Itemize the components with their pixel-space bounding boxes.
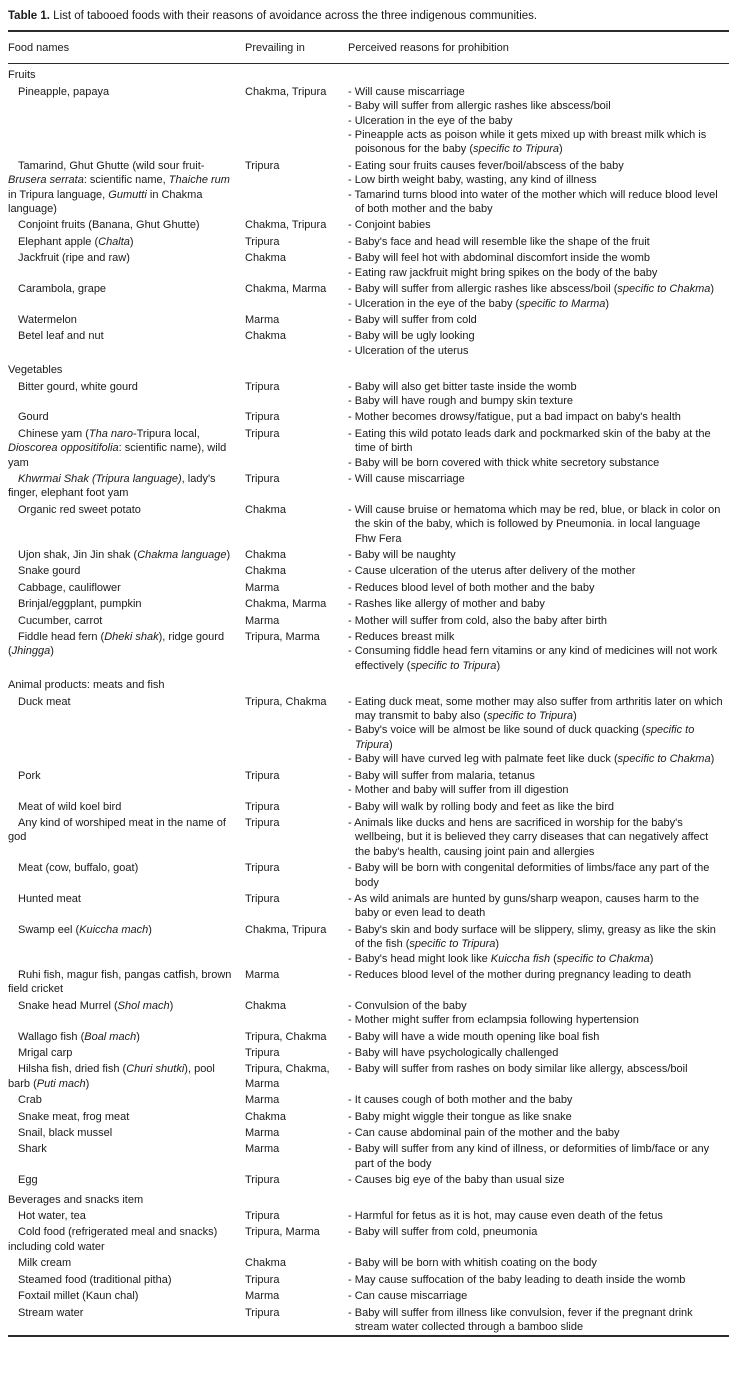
reasons-cell bbox=[348, 1029, 729, 1045]
table-row bbox=[8, 158, 729, 218]
food-name-cell: Stream water bbox=[18, 1306, 84, 1319]
table-title bbox=[8, 7, 729, 32]
prevailing-in-cell: Tripura bbox=[245, 159, 280, 172]
prevailing-in-cell: Marma bbox=[245, 313, 280, 326]
reasons-cell bbox=[348, 281, 729, 312]
reasons-cell bbox=[348, 563, 729, 579]
table-row bbox=[8, 694, 729, 768]
table-row bbox=[8, 998, 729, 1029]
table-row bbox=[8, 967, 729, 998]
table-row bbox=[8, 1061, 729, 1092]
reason-item: - Will cause miscarriage bbox=[348, 85, 465, 98]
prevailing-in-cell: Tripura bbox=[245, 1174, 280, 1187]
food-name-cell: Chinese yam (Tha naro-Tripura local, Dioscorea oppositifolia: scientific name), wild yam bbox=[8, 427, 227, 469]
table-row bbox=[8, 629, 729, 674]
reason-item: - Baby will suffer from illness like convulsion, fever if the pregnant drink stream water collected through a bamboo slide bbox=[348, 1306, 693, 1333]
table-row bbox=[8, 613, 729, 629]
prevailing-in-cell: Chakma, Tripura bbox=[245, 85, 327, 98]
reasons-cell bbox=[348, 596, 729, 612]
reason-item: - Mother becomes drowsy/fatigue, put a bad impact on baby's health bbox=[348, 411, 681, 424]
table-row bbox=[8, 1045, 729, 1061]
reason-item: - Baby will be born with whitish coating on the body bbox=[348, 1257, 597, 1270]
reasons-cell bbox=[348, 613, 729, 629]
reason-item: - Baby will suffer from allergic rashes like abscess/boil (specific to Chakma) bbox=[348, 283, 715, 296]
prevailing-in-cell: Marma bbox=[245, 968, 280, 981]
prevailing-in-cell: Tripura bbox=[245, 235, 280, 248]
reason-item: - Harmful for fetus as it is hot, may cause even death of the fetus bbox=[348, 1210, 663, 1223]
reason-item: - Baby will suffer from rashes on body similar like allergy, abscess/boil bbox=[348, 1063, 688, 1076]
food-name-cell: Hilsha fish, dried fish (Churi shutki), pool barb (Puti mach) bbox=[8, 1063, 215, 1090]
reasons-cell bbox=[348, 967, 729, 998]
food-name-cell: Watermelon bbox=[18, 313, 77, 326]
prevailing-in-cell: Marma bbox=[245, 1127, 280, 1140]
table-row bbox=[8, 328, 729, 359]
reason-item: - Baby will have psychologically challenged bbox=[348, 1047, 559, 1059]
prevailing-in-cell: Marma bbox=[245, 1290, 280, 1303]
reason-item: - Consuming fiddle head fern vitamins or any kind of medicines will not work effectively (specific to Tripura) bbox=[348, 645, 718, 672]
table-number-label: Table 1. bbox=[8, 10, 50, 22]
table-row bbox=[8, 799, 729, 815]
reasons-cell bbox=[348, 580, 729, 596]
table-row bbox=[8, 596, 729, 612]
section-row bbox=[8, 674, 729, 693]
reason-item: - Mother might suffer from eclampsia following hypertension bbox=[348, 1014, 639, 1027]
table-row bbox=[8, 1288, 729, 1304]
food-name-cell: Ujon shak, Jin Jin shak (Chakma language) bbox=[18, 549, 231, 561]
prevailing-in-cell: Marma bbox=[245, 1094, 280, 1107]
reason-item: - Ulceration in the eye of the baby (specific to Marma) bbox=[348, 297, 610, 310]
reasons-cell bbox=[348, 1045, 729, 1061]
table-row bbox=[8, 768, 729, 799]
food-name-cell: Swamp eel (Kuiccha mach) bbox=[18, 923, 152, 936]
prevailing-in-cell: Tripura bbox=[245, 472, 280, 485]
table-row bbox=[8, 1272, 729, 1288]
food-name-cell: Carambola, grape bbox=[18, 283, 107, 296]
reason-item: - Mother and baby will suffer from ill digestion bbox=[348, 784, 569, 797]
reasons-cell bbox=[348, 1141, 729, 1172]
reason-item: - Causes big eye of the baby than usual size bbox=[348, 1174, 565, 1187]
reasons-cell bbox=[348, 1305, 729, 1337]
column-header-food-names: Food names bbox=[8, 32, 245, 64]
reason-item: - Tamarind turns blood into water of the mother which will reduce blood level of both mother and the baby bbox=[348, 188, 718, 216]
reason-item: - Animals like ducks and hens are sacrificed in worship for the baby's wellbeing, but it is believed they carry diseases that can negatively affect the baby's health, causing joint pain and allergies bbox=[348, 816, 709, 858]
reasons-cell bbox=[348, 815, 729, 860]
reason-item: - Can cause abdominal pain of the mother and the baby bbox=[348, 1127, 620, 1140]
reason-item: - Baby will suffer from cold, pneumonia bbox=[348, 1226, 538, 1239]
prevailing-in-cell: Tripura bbox=[245, 1210, 280, 1223]
reasons-cell bbox=[348, 1125, 729, 1141]
table-header-row bbox=[8, 32, 729, 64]
reasons-cell bbox=[348, 471, 729, 502]
section-row bbox=[8, 1189, 729, 1208]
reasons-cell bbox=[348, 694, 729, 768]
food-name-cell: Betel leaf and nut bbox=[18, 330, 104, 343]
prevailing-in-cell: Tripura bbox=[245, 862, 280, 875]
section-row bbox=[8, 64, 729, 84]
reasons-cell bbox=[348, 799, 729, 815]
reasons-cell bbox=[348, 234, 729, 250]
reason-item: - Baby will suffer from allergic rashes like abscess/boil bbox=[348, 100, 611, 113]
food-name-cell: Hunted meat bbox=[18, 892, 81, 905]
food-name-cell: Tamarind, Ghut Ghutte (wild sour fruit-Brusera serrata: scientific name, Thaiche rum in Tripura language, Gumutti in Chakma language) bbox=[8, 159, 230, 216]
prevailing-in-cell: Tripura, Chakma bbox=[245, 695, 327, 708]
food-name-cell: Pineapple, papaya bbox=[18, 85, 110, 98]
food-name-cell: Conjoint fruits (Banana, Ghut Ghutte) bbox=[18, 219, 200, 232]
section-label: Animal products: meats and fish bbox=[8, 679, 165, 692]
reasons-cell bbox=[348, 312, 729, 328]
reasons-cell bbox=[348, 998, 729, 1029]
section-label: Fruits bbox=[8, 69, 36, 82]
column-header-perceived-reasons: Perceived reasons for prohibition bbox=[348, 32, 729, 64]
prevailing-in-cell: Tripura bbox=[245, 769, 280, 782]
reason-item: - Reduces blood level of the mother during pregnancy leading to death bbox=[348, 968, 692, 981]
table-row bbox=[8, 891, 729, 922]
prevailing-in-cell: Chakma, Tripura bbox=[245, 923, 327, 936]
table-row bbox=[8, 409, 729, 425]
reason-item: - Cause ulceration of the uterus after delivery of the mother bbox=[348, 565, 636, 578]
food-name-cell: Snake gourd bbox=[18, 565, 81, 578]
table-row bbox=[8, 426, 729, 471]
reason-item: - Eating duck meat, some mother may also suffer from arthritis later on which may transmit to baby also (specific to Tripura) bbox=[348, 695, 723, 723]
table-row bbox=[8, 250, 729, 281]
food-name-cell: Pork bbox=[18, 769, 41, 782]
reasons-cell bbox=[348, 1061, 729, 1092]
reason-item: - Mother will suffer from cold, also the baby after birth bbox=[348, 614, 608, 627]
reason-item: - Baby's voice will be almost be like sound of duck quacking (specific to Tripura) bbox=[348, 724, 695, 751]
table-caption: List of tabooed foods with their reasons of avoidance across the three indigenous communities. bbox=[53, 10, 538, 22]
reasons-cell bbox=[348, 629, 729, 674]
prevailing-in-cell: Tripura bbox=[245, 380, 280, 393]
table-row bbox=[8, 1255, 729, 1271]
food-name-cell: Duck meat bbox=[18, 695, 71, 708]
reasons-cell bbox=[348, 1208, 729, 1224]
prevailing-in-cell: Tripura, Marma bbox=[245, 1226, 320, 1239]
table-row bbox=[8, 1305, 729, 1337]
table-row bbox=[8, 1172, 729, 1188]
food-name-cell: Mrigal carp bbox=[18, 1047, 73, 1059]
table-row bbox=[8, 815, 729, 860]
prevailing-in-cell: Chakma, Tripura bbox=[245, 219, 327, 232]
reason-item: - Reduces breast milk bbox=[348, 631, 455, 644]
food-name-cell: Gourd bbox=[18, 411, 49, 424]
prevailing-in-cell: Tripura bbox=[245, 816, 280, 829]
food-name-cell: Snake meat, frog meat bbox=[18, 1110, 130, 1123]
reason-item: - Rashes like allergy of mother and baby bbox=[348, 598, 545, 611]
food-name-cell: Meat (cow, buffalo, goat) bbox=[18, 862, 139, 875]
reasons-cell bbox=[348, 922, 729, 967]
reason-item: - Baby will feel hot with abdominal discomfort inside the womb bbox=[348, 252, 651, 265]
prevailing-in-cell: Tripura bbox=[245, 427, 280, 440]
prevailing-in-cell: Chakma bbox=[245, 1257, 286, 1270]
reason-item: - It causes cough of both mother and the baby bbox=[348, 1094, 573, 1107]
reasons-cell bbox=[348, 1272, 729, 1288]
reason-item: - Baby will have a wide mouth opening like boal fish bbox=[348, 1030, 600, 1043]
reason-item: - Baby might wiggle their tongue as like snake bbox=[348, 1110, 572, 1123]
prevailing-in-cell: Chakma bbox=[245, 549, 286, 561]
prevailing-in-cell: Tripura bbox=[245, 1273, 280, 1286]
reason-item: - Baby will suffer from cold bbox=[348, 313, 477, 326]
prevailing-in-cell: Tripura bbox=[245, 411, 280, 424]
reasons-cell bbox=[348, 1224, 729, 1255]
reasons-cell bbox=[348, 1255, 729, 1271]
reason-item: - Baby will be born covered with thick white secretory substance bbox=[348, 456, 660, 469]
table-row bbox=[8, 1141, 729, 1172]
reason-item: - May cause suffocation of the baby leading to death inside the womb bbox=[348, 1273, 686, 1286]
reason-item: - Can cause miscarriage bbox=[348, 1290, 468, 1303]
food-name-cell: Elephant apple (Chalta) bbox=[18, 235, 134, 248]
table-body bbox=[8, 64, 729, 1336]
food-name-cell: Steamed food (traditional pitha) bbox=[18, 1273, 172, 1286]
reason-item: - Pineapple acts as poison while it gets mixed up with breast milk which is poisonous for the baby (specific to Tripura) bbox=[348, 129, 707, 156]
reasons-cell bbox=[348, 1109, 729, 1125]
prevailing-in-cell: Tripura bbox=[245, 800, 280, 813]
food-name-cell: Brinjal/eggplant, pumpkin bbox=[18, 598, 142, 611]
reason-item: - Baby will suffer from any kind of illness, or deformities of limb/face or any part of the body bbox=[348, 1143, 710, 1170]
reason-item: - Baby will suffer from malaria, tetanus bbox=[348, 769, 535, 782]
reason-item: - Baby's head might look like Kuiccha fish (specific to Chakma) bbox=[348, 952, 654, 965]
food-name-cell: Foxtail millet (Kaun chal) bbox=[18, 1290, 139, 1303]
food-name-cell: Jackfruit (ripe and raw) bbox=[18, 252, 130, 265]
table-row bbox=[8, 502, 729, 547]
reasons-cell bbox=[348, 860, 729, 891]
prevailing-in-cell: Chakma bbox=[245, 565, 286, 578]
table-row bbox=[8, 563, 729, 579]
table-row bbox=[8, 1208, 729, 1224]
food-name-cell: Shark bbox=[18, 1143, 47, 1156]
section-label: Beverages and snacks item bbox=[8, 1193, 144, 1206]
table-row bbox=[8, 379, 729, 410]
column-header-prevailing-in: Prevailing in bbox=[245, 32, 348, 64]
reason-item: - Low birth weight baby, wasting, any kind of illness bbox=[348, 174, 597, 187]
table-row bbox=[8, 471, 729, 502]
reason-item: - Baby's face and head will resemble like the shape of the fruit bbox=[348, 235, 650, 248]
prevailing-in-cell: Tripura, Chakma bbox=[245, 1030, 327, 1043]
prevailing-in-cell: Chakma bbox=[245, 330, 286, 343]
reason-item: - Will cause bruise or hematoma which may be red, blue, or black in color on the skin of the baby, which is followed by Pneumonia. in local language Fhw Fera bbox=[348, 503, 721, 545]
reasons-cell bbox=[348, 547, 729, 563]
reason-item: - Convulsion of the baby bbox=[348, 999, 467, 1012]
food-name-cell: Milk cream bbox=[18, 1257, 72, 1270]
reason-item: - Baby will have rough and bumpy skin texture bbox=[348, 394, 574, 407]
table-row bbox=[8, 547, 729, 563]
table-row bbox=[8, 312, 729, 328]
food-name-cell: Snake head Murrel (Shol mach) bbox=[18, 999, 174, 1012]
food-name-cell: Bitter gourd, white gourd bbox=[18, 380, 138, 393]
reason-item: - Ulceration in the eye of the baby bbox=[348, 114, 513, 127]
table-row bbox=[8, 860, 729, 891]
prevailing-in-cell: Marma bbox=[245, 1143, 280, 1156]
table-row bbox=[8, 1029, 729, 1045]
table-row bbox=[8, 1109, 729, 1125]
table-row bbox=[8, 922, 729, 967]
food-name-cell: Hot water, tea bbox=[18, 1210, 86, 1223]
reason-item: - Baby will be naughty bbox=[348, 549, 456, 561]
reason-item: - Baby's skin and body surface will be slippery, slimy, greasy as like the skin of the fish (specific to Tripura) bbox=[348, 923, 716, 951]
reasons-cell bbox=[348, 379, 729, 410]
prevailing-in-cell: Tripura bbox=[245, 1306, 280, 1319]
table-row bbox=[8, 1125, 729, 1141]
reasons-cell bbox=[348, 84, 729, 158]
reasons-cell bbox=[348, 217, 729, 233]
table-row bbox=[8, 234, 729, 250]
food-name-cell: Any kind of worshiped meat in the name of god bbox=[8, 816, 226, 844]
reason-item: - Baby will also get bitter taste inside the womb bbox=[348, 380, 577, 393]
reasons-cell bbox=[348, 768, 729, 799]
food-name-cell: Cabbage, cauliflower bbox=[18, 581, 121, 594]
reasons-cell bbox=[348, 409, 729, 425]
reason-item: - Eating this wild potato leads dark and pockmarked skin of the baby at the time of birth bbox=[348, 427, 711, 455]
table-row bbox=[8, 281, 729, 312]
reasons-cell bbox=[348, 891, 729, 922]
reason-item: - Baby will be born with congenital deformities of limbs/face any part of the body bbox=[348, 862, 710, 889]
prevailing-in-cell: Chakma, Marma bbox=[245, 283, 327, 296]
prevailing-in-cell: Chakma bbox=[245, 1110, 286, 1123]
table-row bbox=[8, 217, 729, 233]
reason-item: - Will cause miscarriage bbox=[348, 472, 465, 485]
food-name-cell: Organic red sweet potato bbox=[18, 503, 141, 516]
taboo-foods-table bbox=[8, 32, 729, 1337]
food-name-cell: Khwrmai Shak (Tripura language), lady's finger, elephant foot yam bbox=[8, 472, 216, 500]
prevailing-in-cell: Chakma bbox=[245, 252, 286, 265]
prevailing-in-cell: Tripura bbox=[245, 1047, 280, 1059]
reason-item: - Reduces blood level of both mother and the baby bbox=[348, 581, 595, 594]
reason-item: - Ulceration of the uterus bbox=[348, 344, 469, 357]
food-name-cell: Cucumber, carrot bbox=[18, 614, 103, 627]
food-name-cell: Snail, black mussel bbox=[18, 1127, 113, 1140]
food-name-cell: Crab bbox=[18, 1094, 42, 1107]
section-row bbox=[8, 359, 729, 378]
reason-item: - Conjoint babies bbox=[348, 219, 431, 232]
section-label: Vegetables bbox=[8, 364, 63, 377]
food-name-cell: Fiddle head fern (Dheki shak), ridge gourd (Jhingga) bbox=[8, 631, 225, 658]
reasons-cell bbox=[348, 1172, 729, 1188]
prevailing-in-cell: Chakma bbox=[245, 999, 286, 1012]
reasons-cell bbox=[348, 1092, 729, 1108]
reasons-cell bbox=[348, 426, 729, 471]
prevailing-in-cell: Chakma bbox=[245, 503, 286, 516]
reason-item: - Baby will have curved leg with palmate feet like duck (specific to Chakma) bbox=[348, 753, 715, 766]
table-row bbox=[8, 84, 729, 158]
prevailing-in-cell: Tripura bbox=[245, 892, 280, 905]
reason-item: - As wild animals are hunted by guns/sharp weapon, causes harm to the baby or even lead to death bbox=[348, 892, 699, 920]
reasons-cell bbox=[348, 328, 729, 359]
prevailing-in-cell: Marma bbox=[245, 614, 280, 627]
food-name-cell: Egg bbox=[18, 1174, 38, 1187]
reason-item: - Eating sour fruits causes fever/boil/abscess of the baby bbox=[348, 159, 624, 172]
food-name-cell: Wallago fish (Boal mach) bbox=[18, 1030, 140, 1043]
prevailing-in-cell: Tripura, Chakma, Marma bbox=[245, 1063, 330, 1090]
table-row bbox=[8, 1092, 729, 1108]
prevailing-in-cell: Marma bbox=[245, 581, 280, 594]
food-name-cell: Ruhi fish, magur fish, pangas catfish, brown field cricket bbox=[8, 968, 232, 996]
reasons-cell bbox=[348, 1288, 729, 1304]
reason-item: - Baby will be ugly looking bbox=[348, 330, 475, 343]
reason-item: - Baby will walk by rolling body and feet as like the bird bbox=[348, 800, 614, 813]
prevailing-in-cell: Chakma, Marma bbox=[245, 598, 327, 611]
table-row bbox=[8, 1224, 729, 1255]
prevailing-in-cell: Tripura, Marma bbox=[245, 631, 320, 644]
reasons-cell bbox=[348, 158, 729, 218]
reasons-cell bbox=[348, 250, 729, 281]
reasons-cell bbox=[348, 502, 729, 547]
table-row bbox=[8, 580, 729, 596]
food-name-cell: Meat of wild koel bird bbox=[18, 800, 122, 813]
reason-item: - Eating raw jackfruit might bring spikes on the body of the baby bbox=[348, 266, 658, 279]
food-name-cell: Cold food (refrigerated meal and snacks) including cold water bbox=[8, 1226, 218, 1253]
